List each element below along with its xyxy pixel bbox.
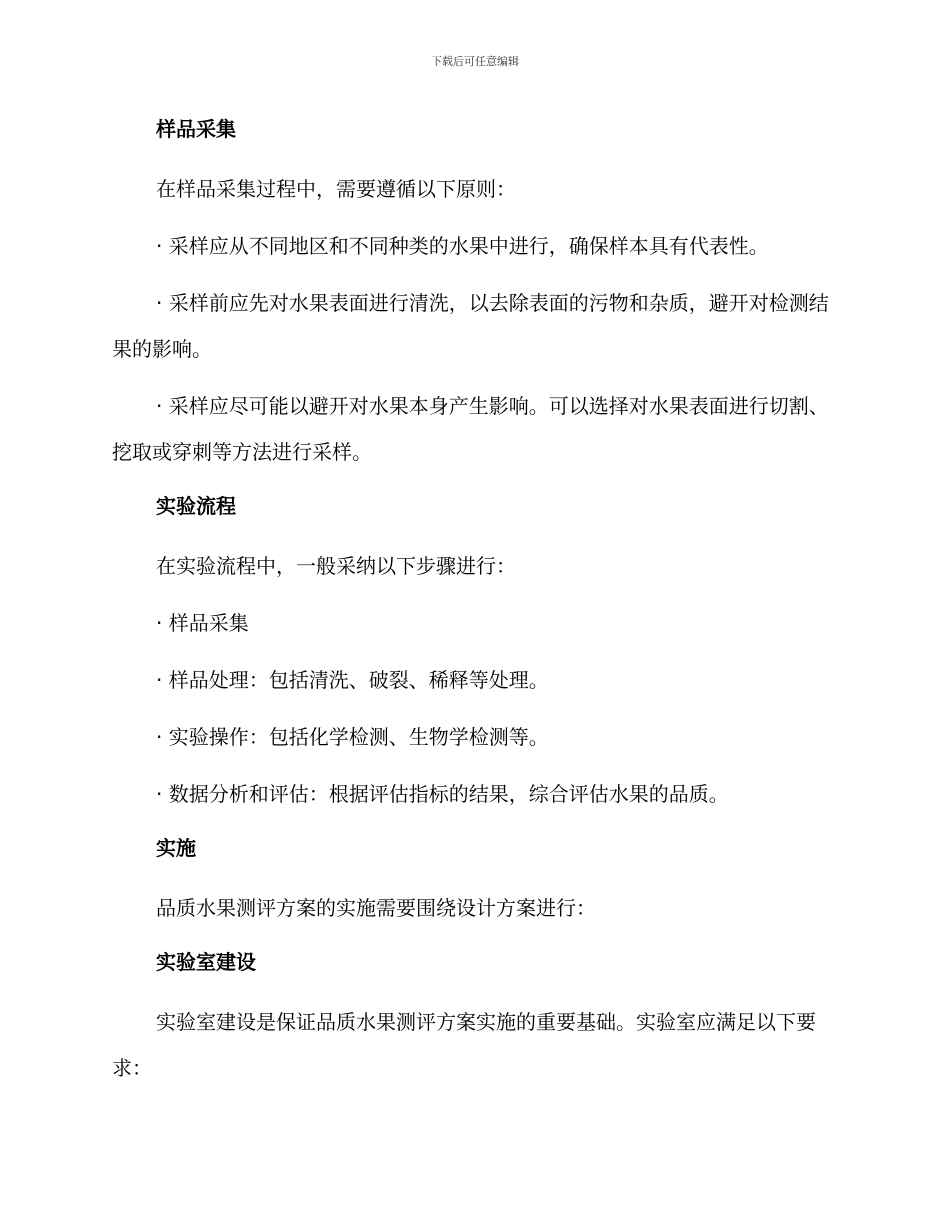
procedure-item-3: · 实验操作：包括化学检测、生物学检测等。: [156, 725, 549, 749]
procedure-item-4: · 数据分析和评估：根据评估指标的结果，综合评估水果的品质。: [156, 782, 729, 806]
section-heading-lab: 实验室建设: [156, 950, 256, 974]
sampling-item-2: · 采样前应先对水果表面进行清洗，以去除表面的污物和杂质，避开对检测结果的影响。: [112, 291, 829, 361]
procedure-item-1: · 样品采集: [156, 611, 249, 635]
implementation-intro: 品质水果测评方案的实施需要围绕设计方案进行：: [156, 896, 596, 920]
sampling-item-1: · 采样应从不同地区和不同种类的水果中进行，确保样本具有代表性。: [156, 234, 769, 258]
procedure-item-2: · 样品处理：包括清洗、破裂、稀释等处理。: [156, 668, 549, 692]
sampling-item-3: · 采样应尽可能以避开对水果本身产生影响。可以选择对水果表面进行切割、挖取或穿刺等方法进行采样。: [112, 394, 829, 464]
section-heading-procedure: 实验流程: [156, 494, 236, 518]
sampling-intro: 在样品采集过程中，需要遵循以下原则：: [156, 177, 516, 201]
lab-intro: 实验室建设是保证品质水果测评方案实施的重要基础。实验室应满足以下要求：: [112, 1010, 816, 1080]
section-heading-sampling: 样品采集: [156, 117, 236, 141]
document-body: [112, 109, 832, 1091]
page-header-note: 下载后可任意编辑: [431, 55, 519, 68]
procedure-intro: 在实验流程中，一般采纳以下步骤进行：: [156, 554, 516, 578]
section-heading-implementation: 实施: [156, 836, 196, 860]
